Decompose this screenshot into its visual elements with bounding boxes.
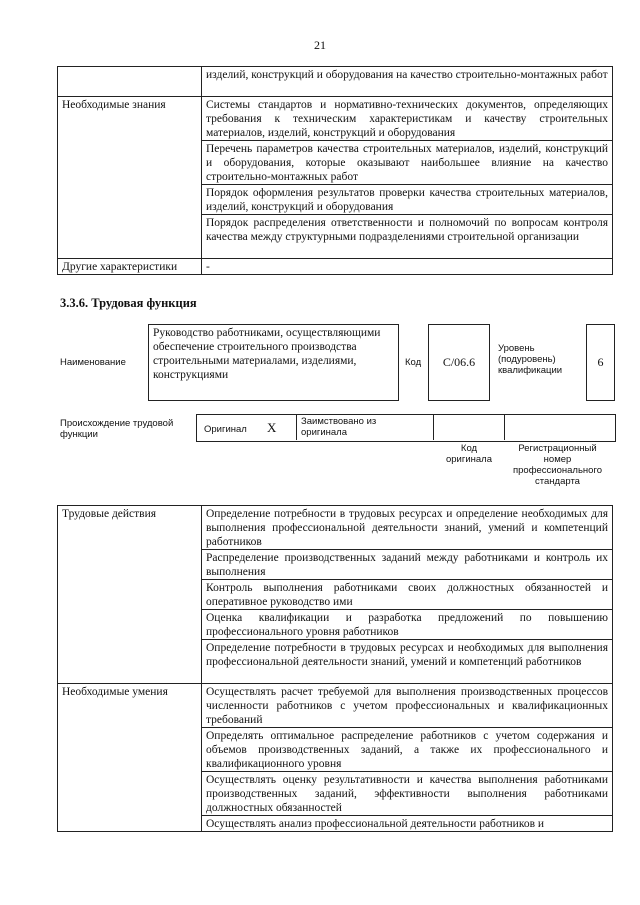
level-box — [586, 324, 615, 401]
skill-item: Осуществлять оценку результативности и качества выполнения работниками производственных заданий, эффективности выполнения работниками должностных обязанностей — [202, 772, 613, 816]
skill-item: Осуществлять расчет требуемой для выполнения производственных процессов численности работников с учетом профессиональных и квалификационных требований — [202, 684, 613, 728]
knowledge-label: Необходимые знания — [58, 97, 202, 259]
action-item: Оценка квалификации и разработка предложений по повышению профессионального уровня работников — [202, 610, 613, 640]
original-label: Оригинал — [204, 424, 247, 435]
actions-label: Трудовые действия — [58, 506, 202, 684]
skills-label: Необходимые умения — [58, 684, 202, 832]
reg-number-caption: Регистрационный номер профессионального стандарта — [513, 443, 602, 487]
table-row — [58, 97, 613, 141]
skill-item: Определять оптимальное распределение работников с учетом содержания и объемов производственных заданий, а также их профессионального и квалификационного уровня — [202, 728, 613, 772]
knowledge-item: Системы стандартов и нормативно-технических документов, определяющих требования к техническим характеристикам и качеству строительных материалов, изделий, конструкций и оборудования — [202, 97, 613, 141]
origin-divider — [504, 414, 505, 440]
origin-label: Происхождение трудовой функции — [60, 418, 174, 440]
origin-divider — [296, 414, 297, 440]
borrowed-label: Заимствовано из оригинала — [301, 416, 377, 438]
actions-skills-table — [57, 505, 613, 832]
knowledge-item: Порядок оформления результатов проверки качества строительных материалов, изделий, конструкций и оборудования — [202, 185, 613, 215]
level-label: Уровень (подуровень) квалификации — [498, 343, 563, 376]
level-value: 6 — [597, 355, 604, 369]
function-name-value: Руководство работниками, осуществляющими обеспечение строительного производства строительными материалами, изделиями, конструкциями — [153, 327, 381, 381]
section-heading: 3.3.6. Трудовая функция — [60, 296, 197, 310]
origin-divider — [433, 414, 434, 440]
knowledge-item: Порядок распределения ответственности и полномочий по вопросам контроля качества между структурными подразделениями строительной организации — [202, 215, 613, 259]
skill-item: Осуществлять анализ профессиональной деятельности работников и — [202, 816, 613, 832]
knowledge-item: Перечень параметров качества строительных материалов, изделий, конструкций и оборудования, которые оказывают наибольшее влияние на качество строительно-монтажных работ — [202, 141, 613, 185]
action-item: Определение потребности в трудовых ресурсах и необходимых для выполнения профессиональной деятельности знаний, умений и компетенций работников — [202, 640, 613, 684]
code-value: C/06.6 — [442, 355, 476, 369]
other-value: - — [202, 259, 613, 275]
knowledge-table — [57, 66, 613, 275]
code-box — [428, 324, 490, 401]
table-row — [58, 684, 613, 728]
function-name-box — [148, 324, 399, 401]
other-label: Другие характеристики — [58, 259, 202, 275]
original-mark: X — [267, 420, 277, 435]
table-row — [58, 259, 613, 275]
action-item: Распределение производственных заданий между работниками и контроль их выполнения — [202, 550, 613, 580]
code-label: Код — [405, 357, 422, 368]
empty-label-cell — [58, 67, 202, 97]
action-item: Определение потребности в трудовых ресурсах и определение необходимых для выполнения профессиональной деятельности знаний, умений и компетенций работников — [202, 506, 613, 550]
name-label: Наименование — [60, 357, 126, 368]
table-row — [58, 67, 613, 97]
action-item: Контроль выполнения работниками своих должностных обязанностей и оперативное руководство ими — [202, 580, 613, 610]
table-row — [58, 506, 613, 550]
page-number: 21 — [314, 38, 326, 52]
continuation-text: изделий, конструкций и оборудования на качество строительно-монтажных работ — [202, 67, 613, 97]
code-original-caption: Код оригинала — [445, 443, 492, 465]
